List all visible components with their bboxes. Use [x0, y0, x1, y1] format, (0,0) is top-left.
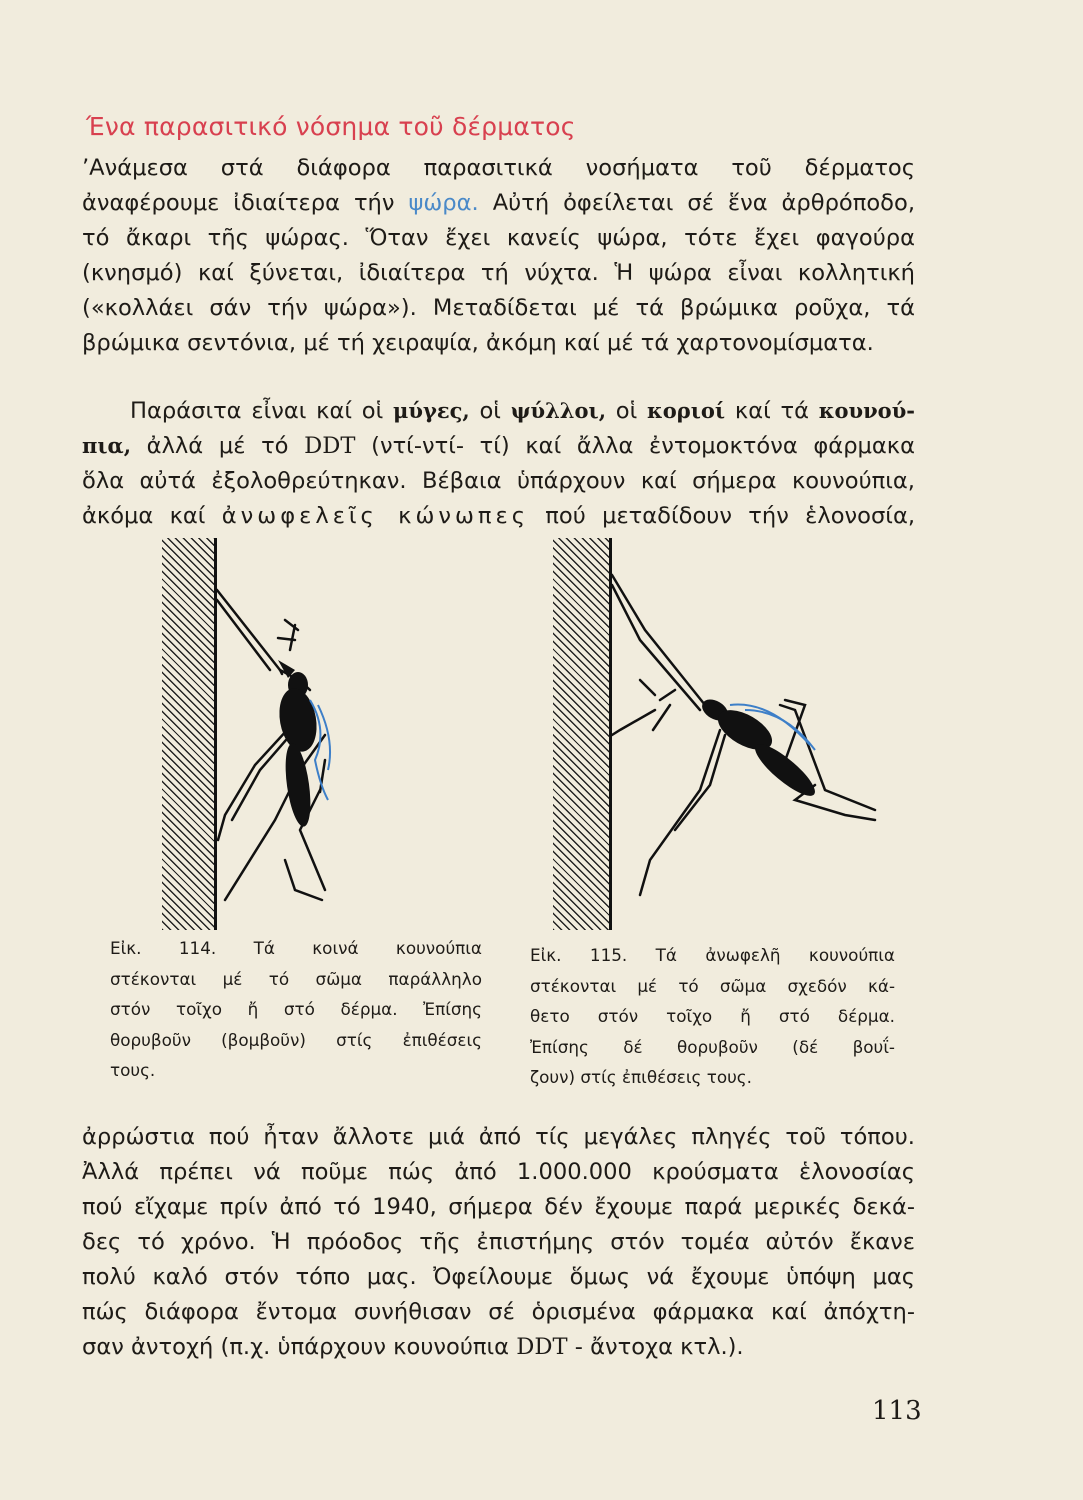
text-line: δες τό χρόνο. Ἡ πρόοδος τῆς ἐπιστήμης στόν τομέα αὐτόν ἔκανε: [82, 1229, 915, 1255]
caption-line: τους.: [110, 1060, 156, 1080]
caption-figure-114: [110, 933, 482, 1086]
text-line: Παράσιτα εἶναι καί οἱ μύγες, οἱ ψύλλοι, οἱ κοριοί καί τά κουνού-: [130, 398, 915, 424]
caption-line: θετο στόν τοῖχο ἤ στό δέρμα.: [530, 1006, 895, 1026]
text-line: σαν ἀντοχή (π.χ. ὑπάρχουν κουνούπια DDT - ἄντοχα κτλ.).: [82, 1334, 744, 1360]
text-line: πώς διάφορα ἔντομα συνήθισαν σέ ὁρισμένα φάρμακα καί ἀπόχτη-: [82, 1299, 915, 1325]
caption-line: στόν τοῖχο ἤ στό δέρμα. Ἐπίσης: [110, 999, 482, 1019]
caption-line: ζουν) στίς ἐπιθέσεις τους.: [530, 1067, 752, 1087]
text-line: ἀκόμα καί ἀνωφελεῖς κώνωπες πού μεταδίδουν τήν ἑλονοσία,: [82, 503, 916, 529]
caption-figure-115: [530, 940, 895, 1093]
caption-line: στέκονται μέ τό σῶμα παράλληλο: [110, 968, 482, 989]
text-line: ἀναφέρουμε ἰδιαίτερα τήν ψώρα. Αὐτή ὀφείλεται σέ ἕνα ἀρθρόποδο,: [82, 190, 916, 216]
text-line: βρώμικα σεντόνια, μέ τή χειραψία, ἀκόμη καί μέ τά χαρτονομίσματα.: [82, 330, 874, 356]
text-line: Ἀλλά πρέπει νά ποῦμε πώς ἀπό 1.000.000 κρούσματα ἑλονοσίας: [82, 1159, 915, 1185]
caption-line: Εἰκ. 114. Τά κοινά κουνούπια: [110, 938, 482, 958]
highlight-term: ψώρα.: [408, 190, 479, 216]
text-line: πού εἴχαμε πρίν ἀπό τό 1940, σήμερα δέν ἔχουμε παρά μερικές δεκά-: [82, 1194, 915, 1220]
text-line: πια, ἀλλά μέ τό DDT (ντί-ντί- τί) καί ἄλλα ἐντομοκτόνα φάρμακα: [82, 433, 916, 459]
text-line: πολύ καλό στόν τόπο μας. Ὀφείλουμε ὅμως νά ἔχουμε ὑπόψη μας: [82, 1264, 915, 1290]
text-line: ’Ανάμεσα στά διάφορα παρασιτικά νοσήματα τοῦ δέρματος: [82, 155, 915, 181]
text-line: (κνησμό) καί ξύνεται, ἰδιαίτερα τή νύχτα. Ἡ ψώρα εἶναι κολλητική: [82, 260, 915, 286]
section-heading: Ένα παρασιτικό νόσημα τοῦ δέρματος: [86, 112, 576, 141]
caption-line: στέκονται μέ τό σῶμα σχεδόν κά-: [530, 975, 895, 996]
text-line: («κολλάει σάν τήν ψώρα»). Μεταδίδεται μέ τά βρώμικα ροῦχα, τά: [82, 295, 915, 321]
page-number: 113: [872, 1396, 922, 1426]
anopheles-mosquito-icon: [545, 530, 885, 930]
common-mosquito-icon: [150, 530, 490, 930]
text-line: τό ἄκαρι τῆς ψώρας. Ὅταν ἔχει κανείς ψώρα, τότε ἔχει φαγούρα: [82, 225, 915, 251]
figure-114: [150, 530, 490, 930]
text-line: ὅλα αὐτά ἐξολοθρεύτηκαν. Βέβαια ὑπάρχουν καί σήμερα κουνούπια,: [82, 468, 915, 494]
text-line: ἀρρώστια πού ἦταν ἄλλοτε μιά ἀπό τίς μεγάλες πληγές τοῦ τόπου.: [82, 1124, 915, 1150]
caption-line: θορυβοῦν (βομβοῦν) στίς ἐπιθέσεις: [110, 1029, 482, 1050]
figure-115: [545, 530, 885, 930]
caption-line: Ἐπίσης δέ θορυβοῦν (δέ βουΐ-: [530, 1036, 895, 1057]
caption-line: Εἰκ. 115. Τά ἀνωφελῆ κουνούπια: [530, 945, 895, 965]
